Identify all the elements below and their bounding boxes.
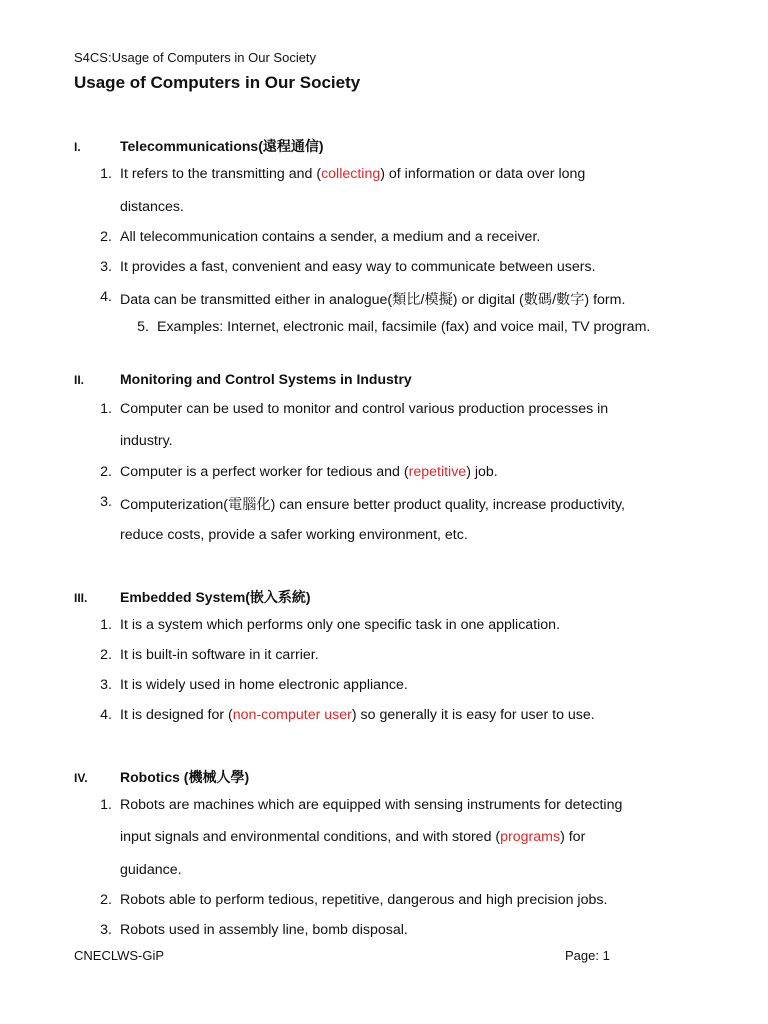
highlighted-term: programs	[500, 829, 561, 845]
list-item: It provides a fast, convenient and easy way to communicate between users.	[120, 259, 596, 275]
document-title: Usage of Computers in Our Society	[74, 73, 361, 92]
list-number: 1.	[100, 617, 112, 633]
section-number: I.	[74, 140, 81, 154]
section-number: II.	[74, 373, 85, 387]
list-number: 1.	[100, 166, 112, 182]
section-title: Monitoring and Control Systems in Industry	[120, 371, 412, 387]
footer-author: CNECLWS-GiP	[74, 948, 165, 963]
list-item: All telecommunication contains a sender, a medium and a receiver.	[120, 229, 541, 245]
list-item: Computer can be used to monitor and control various production processes in	[120, 401, 609, 417]
list-item: Examples: Internet, electronic mail, facsimile (fax) and voice mail, TV program.	[157, 319, 651, 335]
list-number: 4.	[100, 289, 112, 305]
list-item: Robots are machines which are equipped with sensing instruments for detecting	[120, 797, 623, 813]
section-number: III.	[74, 591, 88, 605]
list-item: It is designed for (non-computer user) so generally it is easy for user to use.	[120, 707, 595, 723]
list-item: Computerization(電腦化) can ensure better product quality, increase productivity,	[120, 497, 625, 513]
section-heading-monitoring	[74, 371, 412, 387]
list-number: 2.	[100, 647, 112, 663]
list-item: It is widely used in home electronic appliance.	[120, 677, 408, 693]
section-heading-telecommunications	[74, 136, 324, 156]
list-item-continuation: input signals and environmental conditions, and with stored (programs) for	[120, 829, 586, 845]
highlighted-term: collecting	[321, 166, 381, 182]
list-item-continuation: guidance.	[120, 862, 182, 878]
list-item: Computer is a perfect worker for tedious and (repetitive) job.	[120, 464, 498, 480]
list-number: 3.	[100, 677, 112, 693]
section-heading-robotics	[74, 767, 249, 787]
list-item: It refers to the transmitting and (collecting) of information or data over long	[120, 166, 586, 182]
list-item-continuation: distances.	[120, 199, 184, 215]
section-title: Embedded System(嵌入系統)	[120, 589, 311, 605]
list-number: 1.	[100, 401, 112, 417]
running-header: S4CS:Usage of Computers in Our Society	[74, 50, 317, 65]
highlighted-term: non-computer user	[232, 707, 352, 723]
section-title: Robotics (機械人學)	[120, 769, 250, 785]
section-heading-embedded	[74, 587, 311, 607]
footer-page-number: Page: 1	[565, 948, 610, 963]
list-number: 3.	[100, 494, 112, 510]
list-item: Data can be transmitted either in analogue(類比/模擬) or digital (數碼/數字) form.	[120, 292, 626, 308]
list-number: 3.	[100, 922, 112, 938]
list-number: 2.	[100, 892, 112, 908]
list-item-continuation: industry.	[120, 433, 173, 449]
list-number: 1.	[100, 797, 112, 813]
list-number: 5.	[137, 319, 149, 335]
list-item-continuation: reduce costs, provide a safer working environment, etc.	[120, 527, 468, 543]
list-number: 2.	[100, 229, 112, 245]
list-item: It is a system which performs only one specific task in one application.	[120, 617, 561, 633]
list-number: 3.	[100, 259, 112, 275]
highlighted-term: repetitive	[408, 464, 467, 480]
list-item: It is built-in software in it carrier.	[120, 647, 319, 663]
list-number: 2.	[100, 464, 112, 480]
list-number: 4.	[100, 707, 112, 723]
list-item: Robots used in assembly line, bomb disposal.	[120, 922, 408, 938]
list-item: Robots able to perform tedious, repetitive, dangerous and high precision jobs.	[120, 892, 608, 908]
section-number: IV.	[74, 771, 88, 785]
section-title: Telecommunications(遠程通信)	[120, 138, 324, 154]
